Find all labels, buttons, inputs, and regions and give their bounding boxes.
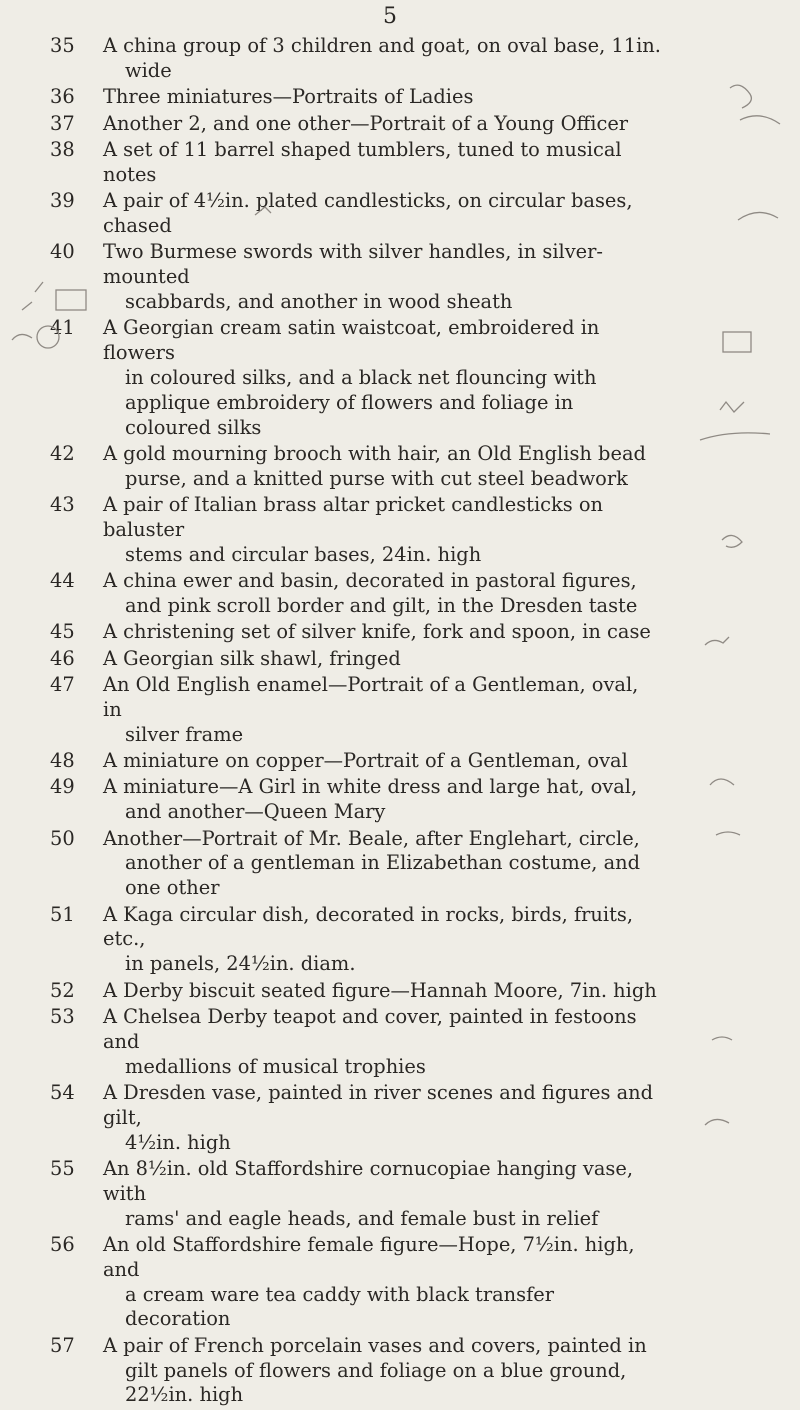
lot-number: 55 — [50, 1156, 75, 1180]
lot-description-first-line: A Dresden vase, painted in river scenes and figures and gilt, — [103, 1080, 654, 1129]
lot-number: 57 — [50, 1333, 75, 1357]
lot-description — [103, 647, 663, 672]
lot-description — [103, 749, 663, 774]
lot-entry — [0, 1157, 663, 1231]
lot-description-first-line: A pair of French porcelain vases and covers, painted in — [103, 1333, 647, 1357]
lot-description-first-line: Three miniatures—Portraits of Ladies — [103, 85, 474, 109]
lot-description-first-line: A miniature on copper—Portrait of a Gentleman, oval — [103, 749, 628, 773]
lot-number: 47 — [50, 673, 75, 697]
lot-description-first-line: A china group of 3 children and goat, on oval base, 11in. — [103, 34, 661, 57]
lot-number: 48 — [50, 749, 75, 773]
lot-entry — [0, 189, 663, 239]
lot-description-first-line: Another 2, and one other—Portrait of a Young Officer — [103, 111, 629, 135]
lot-description — [103, 442, 663, 492]
lot-description — [103, 1233, 663, 1332]
lot-description-first-line: A christening set of silver knife, fork and spoon, in case — [103, 620, 651, 644]
lot-description — [103, 1081, 663, 1155]
lot-description — [103, 775, 663, 825]
lot-description — [103, 569, 663, 619]
lot-description-continuation: medallions of musical trophies — [125, 1054, 426, 1078]
lot-description-continuation: stems and circular bases, 24in. high — [125, 542, 482, 566]
lot-list — [0, 34, 800, 1410]
lot-description — [103, 138, 663, 188]
lot-number: 37 — [50, 111, 75, 135]
lot-entry — [0, 903, 663, 977]
lot-description-continuation: a cream ware tea caddy with black transfer decoration — [125, 1282, 555, 1331]
lot-description-continuation: and pink scroll border and gilt, in the Dresden taste — [125, 593, 638, 617]
lot-description-first-line: A Chelsea Derby teapot and cover, painted in festoons and — [103, 1004, 637, 1053]
lot-description-first-line: A pair of Italian brass altar pricket candlesticks on baluster — [103, 493, 604, 541]
lot-description — [103, 979, 663, 1004]
lot-description-continuation: and another—Queen Mary — [125, 800, 386, 824]
lot-entry — [0, 979, 663, 1004]
lot-description-continuation: purse, and a knitted purse with cut steel beadwork — [125, 466, 628, 490]
lot-description — [103, 1005, 663, 1079]
lot-number: 39 — [50, 189, 75, 213]
lot-description-first-line: A Kaga circular dish, decorated in rocks, birds, fruits, etc., — [103, 902, 634, 951]
lot-entry — [0, 647, 663, 672]
lot-entry — [0, 1081, 663, 1155]
lot-number: 42 — [50, 441, 75, 465]
lot-description-continuation: in panels, 24½in. diam. — [125, 952, 356, 976]
lot-number: 38 — [50, 137, 75, 161]
lot-description-continuation: gilt panels of flowers and foliage on a blue ground, 22½in. high — [125, 1358, 627, 1407]
lot-description-first-line: A gold mourning brooch with hair, an Old English bead — [103, 441, 646, 465]
lot-entry — [0, 1005, 663, 1079]
lot-entry — [0, 827, 663, 901]
lot-entry — [0, 34, 663, 84]
lot-number: 54 — [50, 1080, 75, 1104]
lot-description-first-line: An Old English enamel—Portrait of a Gentleman, oval, in — [103, 673, 639, 721]
lot-description-first-line: A pair of 4½in. plated candlesticks, on circular bases, chased — [103, 189, 633, 237]
lot-entry — [0, 775, 663, 825]
lot-description — [103, 85, 663, 110]
lot-description-continuation: silver frame — [125, 722, 244, 746]
lot-number: 46 — [50, 646, 75, 670]
lot-description-first-line: A china ewer and basin, decorated in pastoral figures, — [103, 569, 637, 593]
lot-number: 36 — [50, 85, 75, 109]
lot-entry — [0, 442, 663, 492]
lot-description — [103, 827, 663, 901]
lot-number: 51 — [50, 902, 75, 926]
lot-description-first-line: A miniature—A Girl in white dress and large hat, oval, — [103, 775, 638, 799]
lot-description-continuation: in coloured silks, and a black net flouncing with applique embroidery of flowers and foliage in coloured silks — [125, 365, 597, 439]
lot-description-first-line: A Georgian silk shawl, fringed — [103, 646, 401, 670]
lot-description-first-line: A set of 11 barrel shaped tumblers, tuned to musical notes — [103, 137, 622, 186]
lot-description-first-line: Two Burmese swords with silver handles, in silver-mounted — [103, 240, 603, 289]
lot-description — [103, 903, 663, 977]
lot-number: 41 — [50, 316, 75, 340]
lot-entry — [0, 620, 663, 645]
lot-description-first-line: A Georgian cream satin waistcoat, embroidered in flowers — [103, 316, 600, 365]
lot-description — [103, 316, 663, 440]
lot-description-continuation: 4½in. high — [125, 1130, 231, 1154]
lot-entry — [0, 493, 663, 567]
lot-description — [103, 673, 663, 747]
lot-description — [103, 620, 663, 645]
lot-number: 56 — [50, 1232, 75, 1256]
lot-entry — [0, 138, 663, 188]
lot-number: 45 — [50, 620, 75, 644]
lot-entry — [0, 316, 663, 440]
lot-description — [103, 112, 663, 137]
lot-entry — [0, 1233, 663, 1332]
lot-number: 49 — [50, 775, 75, 799]
lot-description — [103, 34, 663, 84]
lot-description — [103, 189, 663, 239]
lot-number: 40 — [50, 240, 75, 264]
lot-entry — [0, 1334, 663, 1408]
lot-description-first-line: An old Staffordshire female figure—Hope, 7½in. high, and — [103, 1232, 635, 1281]
lot-number: 50 — [50, 826, 75, 850]
lot-entry — [0, 240, 663, 314]
lot-number: 43 — [50, 493, 75, 517]
lot-description — [103, 1334, 663, 1408]
lot-description-first-line: An 8½in. old Staffordshire cornucopiae hanging vase, with — [103, 1156, 634, 1205]
lot-description-first-line: Another—Portrait of Mr. Beale, after Englehart, circle, — [103, 826, 640, 850]
lot-entry — [0, 749, 663, 774]
lot-number: 35 — [50, 34, 75, 57]
lot-description-first-line: A Derby biscuit seated figure—Hannah Moore, 7in. high — [103, 978, 657, 1002]
lot-description — [103, 240, 663, 314]
lot-entry — [0, 112, 663, 137]
lot-description — [103, 1157, 663, 1231]
lot-description-continuation: wide — [125, 58, 172, 82]
lot-entry — [0, 673, 663, 747]
lot-description-continuation: rams' and eagle heads, and female bust in relief — [125, 1206, 599, 1230]
page-number: 5 — [383, 4, 397, 29]
lot-entry — [0, 85, 663, 110]
lot-entry — [0, 569, 663, 619]
lot-description-continuation: another of a gentleman in Elizabethan costume, and one other — [125, 851, 641, 900]
lot-number: 53 — [50, 1004, 75, 1028]
lot-number: 44 — [50, 569, 75, 593]
lot-description — [103, 493, 663, 567]
lot-description-continuation: scabbards, and another in wood sheath — [125, 289, 513, 313]
lot-number: 52 — [50, 978, 75, 1002]
